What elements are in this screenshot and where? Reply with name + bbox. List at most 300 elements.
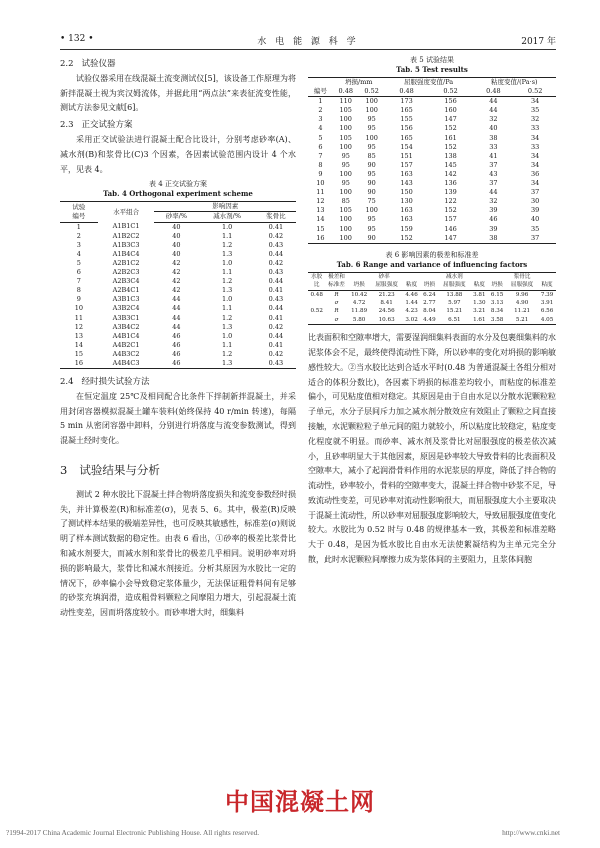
table-4-cell-water: 1.3 <box>221 322 233 331</box>
table-5-cell: 147 <box>429 234 473 244</box>
table-4-cell-water: 1.3 <box>198 359 255 369</box>
table-4-cell-water: 1.1 <box>221 304 233 313</box>
section-2-3-body: 采用正交试验法进行混凝土配合比设计，分别考虑砂率(A)、减水剂(B)和浆骨比(C)3 个因素，各因素试验范围内设计 4 个水平，见表 4。 <box>60 134 296 174</box>
table-5-cell: 33 <box>489 142 498 151</box>
table-5-cell: 90 <box>367 179 376 188</box>
table-5-cell: 43 <box>489 169 498 178</box>
table-5-cell: 105 <box>339 106 352 115</box>
table-4-cell-paste: 0.44 <box>268 277 284 286</box>
table-6-cell: 10.42 <box>351 291 368 298</box>
table-6-cell: 3.91 <box>540 299 554 306</box>
table-5-cell: 157 <box>444 215 457 224</box>
table-6-subheader-row <box>308 281 556 290</box>
table-5-cell: 35 <box>530 224 540 233</box>
table-4-cell-combo: A1B4C4 <box>112 249 140 258</box>
table-6-cell-wb <box>308 316 325 325</box>
copyright-text: ?1994-2017 China Academic Journal Electronic Publishing House. All rights reserved. <box>6 828 260 837</box>
table-5-cell: 95 <box>367 142 376 151</box>
table-5-cell: 139 <box>444 188 457 197</box>
table-4-cell-water: 1.1 <box>221 340 233 349</box>
table-5-cell: 46 <box>489 215 498 224</box>
table-5-cell: 2 <box>318 106 323 115</box>
table-6-subheader-cell: 坍损 <box>488 281 506 290</box>
table-4-cell-water: 1.0 <box>221 222 233 231</box>
table-row <box>308 316 556 325</box>
table-6-cell-wb: 0.48 <box>310 291 323 298</box>
table-4-cell-sand: 46 <box>172 340 181 349</box>
table-6-cell: 4.05 <box>538 316 556 325</box>
table-5-cell: 160 <box>444 106 457 115</box>
table-4-cell-no: 9 <box>76 295 81 304</box>
table-6-cell: 5.80 <box>348 316 371 325</box>
table-row <box>308 234 556 244</box>
table-5-cell: 38 <box>489 133 498 142</box>
table-5-cell: 100 <box>339 124 352 133</box>
table-4-cell-sand: 40 <box>172 249 181 258</box>
table-5-cell: 37 <box>514 234 556 244</box>
table-4-cell-combo: A1B2C2 <box>112 231 140 240</box>
table-4-cell-sand: 44 <box>172 322 181 331</box>
table-5-cell: 33 <box>530 142 540 151</box>
table-4-cell-water: 1.0 <box>221 258 233 267</box>
table-5-caption-cn: 表 5 试验结果 <box>410 56 454 64</box>
table-4-cell-no: 16 <box>60 359 98 369</box>
table-6-cell-idx: σ <box>334 299 339 306</box>
table-row <box>308 152 556 161</box>
table-6-cell: 6.15 <box>490 291 504 298</box>
table-4-cell-paste: 0.44 <box>268 249 284 258</box>
table-4-cell-no: 14 <box>74 340 84 349</box>
table-4-cell-combo: A3B1C3 <box>112 295 140 304</box>
section-2-2-heading: 2.2 试验仪器 <box>60 59 116 69</box>
table-4-cell-sand: 46 <box>172 349 181 358</box>
table-5-cell: 130 <box>400 197 413 206</box>
table-row <box>308 115 556 124</box>
table-5-cell: 165 <box>400 106 413 115</box>
table-5-cell: 95 <box>367 224 376 233</box>
table-4-cell-sand: 42 <box>172 286 181 295</box>
table-5-cell: 105 <box>339 133 352 142</box>
table-4-cell-no: 8 <box>76 286 81 295</box>
table-4-cell-combo: A4B3C2 <box>112 349 140 358</box>
table-6-cell-idx: R <box>334 308 339 315</box>
table-6-cell: 8.34 <box>490 308 504 315</box>
table-6-cell: 3.58 <box>488 316 506 325</box>
table-row <box>60 295 296 304</box>
table-4-cell-paste: 0.42 <box>268 322 284 331</box>
table-6-cell: 11.21 <box>514 308 531 315</box>
table-4-cell-combo: A3B4C2 <box>112 322 140 331</box>
table-4-cell-sand: 46 <box>154 359 198 369</box>
table-5-cell: 122 <box>444 197 457 206</box>
table-6-header-water: 减水剂 <box>420 272 488 281</box>
table-5-cell: 10 <box>316 179 325 188</box>
table-5-cell: 40 <box>489 124 498 133</box>
table-6-cell: 7.39 <box>540 291 554 298</box>
table-4-cell-no: 5 <box>76 258 81 267</box>
table-5-cell: 90 <box>367 160 376 169</box>
table-5-cell: 152 <box>385 234 429 244</box>
table-6-subheader-cell: 屈服强度 <box>506 281 538 290</box>
table-6-cell: 3.81 <box>473 291 486 298</box>
left-column <box>60 55 296 621</box>
table-6-cell: 5.97 <box>448 299 461 306</box>
table-4-cell-sand: 44 <box>172 313 181 322</box>
table-6-caption-cn: 表 6 影响因素的极差和标准差 <box>385 250 479 259</box>
table-6-header-paste: 浆骨比 <box>488 272 556 281</box>
table-4-cell-water: 1.3 <box>221 286 233 295</box>
table-row <box>60 304 296 313</box>
table-6-header-sand: 砂率 <box>348 272 421 281</box>
table-6-cell: 3.13 <box>490 299 504 306</box>
table-5-cell: 100 <box>339 224 352 233</box>
table-6-cell-idx: R <box>334 291 339 298</box>
table-6-header-idx-2: 标准差 <box>325 281 347 290</box>
table-6-cell: 10.63 <box>371 316 403 325</box>
table-row <box>60 241 296 250</box>
table-row <box>60 286 296 295</box>
table-5-cell: 14 <box>316 215 325 224</box>
table-row <box>308 134 556 143</box>
table-5-cell: 100 <box>365 133 378 142</box>
table-5-cell: 44 <box>489 97 498 106</box>
table-row <box>60 277 296 286</box>
table-4-caption-en: Tab. 4 Orthogonal experiment scheme <box>103 189 253 199</box>
table-4 <box>60 179 296 369</box>
cnki-url: http://www.cnki.net <box>502 828 560 837</box>
table-5-cell: 75 <box>367 197 376 206</box>
table-4-cell-paste: 0.42 <box>268 349 284 358</box>
table-5-header-yield: 屈服强度变值/Pa <box>385 78 473 88</box>
table-5-header-wb: 0.52 <box>359 87 385 97</box>
table-6-cell: 3.02 <box>403 316 421 325</box>
section-2-2-body: 试验仪器采用在线混凝土流变测试仪[5]，该设备工作原理为将新拌混凝土视为宾汉姆流体，并据此用“两点法”来表征流变性能，测试方法参见文献[6]。 <box>60 73 296 113</box>
table-5-cell: 152 <box>444 142 457 151</box>
table-6-cell: 3.21 <box>473 308 486 315</box>
table-5-cell: 16 <box>308 234 333 244</box>
table-6-cell: 4.49 <box>420 316 438 325</box>
table-4-cell-no: 6 <box>76 268 81 277</box>
table-row <box>308 124 556 133</box>
table-6-subheader-cell: 坍损 <box>348 281 371 290</box>
table-row <box>308 197 556 206</box>
table-4-cell-no: 3 <box>76 240 81 249</box>
table-4-cell-combo: A4B1C4 <box>112 331 140 340</box>
table-6-subheader-cell: 坍损 <box>420 281 438 290</box>
table-row <box>60 359 296 369</box>
table-row <box>308 106 556 115</box>
table-6-cell: 2.77 <box>423 299 436 306</box>
table-row <box>60 314 296 323</box>
table-5-cell: 161 <box>444 133 457 142</box>
table-6-cell: 1.30 <box>473 299 486 306</box>
table-4-caption-cn: 表 4 正交试验方案 <box>149 180 207 189</box>
table-row <box>308 215 556 224</box>
table-5-header-visc: 粘度变值/(Pa·s) <box>473 78 556 88</box>
table-5-cell: 173 <box>400 97 413 106</box>
right-column <box>308 55 556 568</box>
table-5-cell: 90 <box>359 234 385 244</box>
section-3-body-right: 比表面积和空隙率增大，需要湿润细集料表面的水分及包裹细集料的水泥浆体会不足，最终使得流动性下降，所以砂率的变化对坍损的影响敏感性较大。②当水胶比达到合适水平时(0.48 为普通混凝土各组分相对适合的体积分数比)，各因素下坍损的标准差均较小，而粘度的标准差偏小，可见粘度值相对稳定。其原因是由于自由水足以分散水泥颗粒粒子单元，水分子层间斥力加之减水剂分散效应有效阻止了颗粒之间直接接触，水泥颗粒粒子单元间的阻力就较小，所以粘度比较稳定，粘度变化程度就不明显。而砂率、减水剂及浆骨比对屈服强度的极差依次减小，且砂率明显大于其他因素，原因是砂率较大导致骨料的比表面积及空隙率大，减小了起润滑骨料作用的水泥浆层的厚度，降低了拌合物的流动性，砂率较小，骨料的空隙率变大，混凝土拌合物中砂浆不足，导致流动性变差，可见砂率对流动性影响很大，而屈服强度大小主要取决于混凝土流动性，所以砂率对屈服强度影响较大，导致屈服强度值变化较大。水胶比为 0.52 时与 0.48 的规律基本一致，其极差和标准差略大于 0.48，是因为低水胶比自由水无法使絮凝结构为主单元完全分散，此时水泥颗粒间摩擦力成为浆体间的主要阻力，且浆体间胞 <box>308 333 556 565</box>
section-2-4-heading: 2.4 经时损失试验方法 <box>60 377 150 388</box>
table-4-header-no: 试验 <box>60 202 98 212</box>
table-5-caption-en: Tab. 5 Test results <box>396 65 468 74</box>
table-5-cell: 150 <box>400 188 413 197</box>
table-6-cell: 1.44 <box>405 299 418 306</box>
table-4-cell-paste: 0.44 <box>268 304 284 313</box>
table-row <box>60 222 296 232</box>
table-5-cell: 165 <box>400 133 413 142</box>
table-5-cell: 100 <box>365 97 378 106</box>
table-4-cell-no: 12 <box>74 322 84 331</box>
table-5-cell: 34 <box>530 179 540 188</box>
table-5-cell: 95 <box>367 215 376 224</box>
table-5-cell: 90 <box>367 188 376 197</box>
table-4-cell-paste: 0.44 <box>268 331 284 340</box>
table-4-cell-combo: A1B3C3 <box>112 240 140 249</box>
table-4-header-no-2: 编号 <box>60 212 98 222</box>
table-4-cell-no: 2 <box>76 231 81 240</box>
table-row <box>308 290 556 299</box>
table-6-cell: 6.51 <box>438 316 470 325</box>
table-4-cell-sand: 44 <box>172 295 181 304</box>
table-5-cell: 37 <box>489 160 498 169</box>
table-5-cell: 156 <box>444 97 457 106</box>
table-5-cell: 8 <box>318 160 323 169</box>
table-row <box>308 170 556 179</box>
table-6-cell: 4.46 <box>405 291 418 298</box>
table-4-cell-paste: 0.42 <box>268 258 284 267</box>
table-5-cell: 95 <box>367 169 376 178</box>
table-4-cell-combo: A1B1C1 <box>112 222 140 231</box>
table-5-cell: 145 <box>444 160 457 169</box>
table-5-header-wb: 0.52 <box>514 87 556 97</box>
table-4-cell-water: 1.0 <box>221 295 233 304</box>
table-5-cell: 34 <box>530 160 540 169</box>
table-6-cell: 11.89 <box>351 308 368 315</box>
table-4-cell-water: 1.1 <box>221 268 233 277</box>
table-row <box>308 225 556 234</box>
table-6-cell: 8.04 <box>423 308 436 315</box>
table-5-cell: 39 <box>489 206 498 215</box>
table-6-cell: 1.61 <box>470 316 488 325</box>
site-watermark: 中国混凝土网 <box>225 788 375 816</box>
table-5-cell: 152 <box>444 206 457 215</box>
table-4-cell-paste: 0.41 <box>268 222 284 231</box>
table-row <box>60 232 296 241</box>
table-4-cell-combo: A4B4C3 <box>98 359 155 369</box>
table-5-header-wb: 0.52 <box>429 87 473 97</box>
table-4-cell-combo: A3B3C1 <box>112 313 140 322</box>
table-5-cell: 44 <box>489 106 498 115</box>
table-row <box>308 307 556 315</box>
table-4-cell-paste: 0.41 <box>268 313 284 322</box>
table-4-cell-sand: 40 <box>172 222 181 231</box>
table-6-cell-wb <box>308 299 325 307</box>
table-6-cell-idx: σ <box>325 316 347 325</box>
table-4-cell-water: 1.1 <box>221 231 233 240</box>
table-row <box>60 341 296 350</box>
table-4-cell-paste: 0.42 <box>268 231 284 240</box>
journal-year: 2017 年 <box>521 37 556 47</box>
table-row <box>60 259 296 268</box>
table-4-cell-water: 1.2 <box>221 240 233 249</box>
table-6-cell: 8.41 <box>380 299 393 306</box>
table-5-cell: 37 <box>530 188 540 197</box>
table-5-cell: 9 <box>318 169 323 178</box>
table-4-cell-paste: 0.41 <box>268 286 284 295</box>
running-header <box>60 32 556 48</box>
table-5-cell: 156 <box>400 124 413 133</box>
table-5-header-wb: 0.48 <box>333 87 359 97</box>
table-4-header-paste: 浆骨比 <box>256 212 296 222</box>
table-5-cell: 105 <box>339 206 352 215</box>
table-5-cell: 32 <box>489 115 498 124</box>
table-4-cell-combo: A2B1C2 <box>112 258 140 267</box>
table-4-cell-sand: 42 <box>172 277 181 286</box>
table-5-cell: 34 <box>530 97 540 106</box>
table-5-subheader-row <box>308 87 556 97</box>
header-rule <box>60 49 556 50</box>
table-6-cell: 6.56 <box>540 308 554 315</box>
table-5-cell: 34 <box>530 133 540 142</box>
table-5-header-blank <box>308 78 333 88</box>
table-4-cell-combo: A2B3C4 <box>112 277 140 286</box>
table-5-cell: 100 <box>333 234 359 244</box>
table-6-grid <box>308 272 556 325</box>
table-5-cell: 163 <box>400 215 413 224</box>
table-4-cell-combo: A3B2C4 <box>112 304 140 313</box>
table-4-cell-no: 11 <box>74 313 84 322</box>
table-5-cell: 39 <box>489 224 498 233</box>
table-5-cell: 5 <box>318 133 323 142</box>
table-5-cell: 15 <box>316 224 325 233</box>
table-row <box>308 97 556 107</box>
table-5-cell: 7 <box>318 151 323 160</box>
table-4-cell-paste: 0.43 <box>268 268 284 277</box>
table-5-cell: 100 <box>339 142 352 151</box>
table-4-cell-sand: 46 <box>172 331 181 340</box>
table-5-cell: 33 <box>530 124 540 133</box>
table-5-cell: 41 <box>489 151 498 160</box>
table-5 <box>308 55 556 244</box>
table-6 <box>308 250 556 325</box>
table-5-cell: 40 <box>530 215 540 224</box>
section-3-heading: 3 试验结果与分析 <box>60 463 160 478</box>
table-4-cell-no: 7 <box>76 277 81 286</box>
table-5-header-no: 编号 <box>308 87 333 97</box>
table-5-cell: 95 <box>367 115 376 124</box>
table-5-cell: 4 <box>318 124 323 133</box>
table-5-cell: 44 <box>489 188 498 197</box>
table-5-cell: 146 <box>444 224 457 233</box>
table-5-cell: 100 <box>339 115 352 124</box>
table-5-cell: 151 <box>400 151 413 160</box>
table-6-cell: 4.90 <box>515 299 529 306</box>
table-5-cell: 95 <box>341 179 350 188</box>
table-5-cell: 100 <box>339 215 352 224</box>
table-5-cell: 100 <box>365 106 378 115</box>
table-6-cell: 9.96 <box>515 291 529 298</box>
table-5-cell: 32 <box>489 197 498 206</box>
copyright-footer <box>6 828 560 837</box>
table-5-cell: 95 <box>341 160 350 169</box>
table-5-cell: 95 <box>341 151 350 160</box>
table-4-header-combo: 水平组合 <box>98 202 155 222</box>
table-4-cell-no: 1 <box>76 222 81 231</box>
table-5-cell: 38 <box>473 234 515 244</box>
table-6-subheader-cell: 粘度 <box>538 281 556 290</box>
section-2-3-heading: 2.3 正交试验方案 <box>60 120 133 131</box>
table-5-cell: 100 <box>365 206 378 215</box>
table-5-cell: 157 <box>400 160 413 169</box>
section-3-body-left: 测试 2 种水胶比下混凝土拌合物坍落度损失和流变参数经时损失，并计算极差(R)和标准差(σ)，见表 5、6。其中，极差(R)反映了测试样本结果的极端差异性，也可反映其敏感性，标准差(σ)则说明了样本测试数据的稳定性。由表 6 看出，①砂率的极差比浆骨比和减水剂要大，而减水剂和浆骨比的极差几乎相同。说明砂率对坍损的影响最大，浆骨比和减水剂接近。分析其原因为水胶比一定的情况下，砂率偏小会导致稳定浆体量少，无法保证粗骨料间有足够的砂浆充填润滑，造成粗骨料颗粒之间摩阻力增大，引起混凝土流动性变差，因而坍落度较小。而砂率增大时，细集料 <box>60 489 296 618</box>
table-4-cell-no: 10 <box>74 304 84 313</box>
table-row <box>308 299 556 307</box>
table-row <box>308 143 556 152</box>
table-4-cell-sand: 40 <box>172 231 181 240</box>
table-6-header-wb-2: 比 <box>308 281 325 290</box>
table-5-cell: 30 <box>530 197 540 206</box>
table-4-cell-water: 1.2 <box>221 349 233 358</box>
table-4-cell-no: 13 <box>74 331 84 340</box>
table-4-cell-combo: A2B2C3 <box>112 268 140 277</box>
table-6-cell: 21.23 <box>378 291 395 298</box>
table-4-cell-combo: A2B4C1 <box>112 286 140 295</box>
table-4-cell-sand: 40 <box>172 240 181 249</box>
table-5-cell: 100 <box>339 188 352 197</box>
table-4-header-water: 减水剂/% <box>198 212 255 222</box>
table-6-cell: 6.24 <box>423 291 436 298</box>
table-row <box>60 350 296 359</box>
table-4-cell-combo: A4B2C1 <box>112 340 140 349</box>
table-4-cell-water: 1.2 <box>221 277 233 286</box>
table-4-cell-water: 1.3 <box>221 249 233 258</box>
table-4-cell-paste: 0.43 <box>268 295 284 304</box>
table-5-cell: 163 <box>400 169 413 178</box>
table-row <box>60 323 296 332</box>
table-6-subheader-cell: 屈服强度 <box>371 281 403 290</box>
table-5-cell: 143 <box>400 179 413 188</box>
table-5-grid <box>308 77 556 244</box>
table-row <box>308 188 556 197</box>
table-6-cell: 24.56 <box>378 308 395 315</box>
table-4-cell-paste: 0.41 <box>268 340 284 349</box>
table-5-cell: 1 <box>318 97 323 106</box>
table-5-cell: 6 <box>318 142 323 151</box>
table-6-cell: 13.88 <box>446 291 463 298</box>
table-5-cell: 95 <box>367 124 376 133</box>
table-row <box>308 179 556 188</box>
table-4-cell-paste: 0.43 <box>256 359 296 369</box>
table-row <box>60 332 296 341</box>
table-6-subheader-cell: 粘度 <box>470 281 488 290</box>
table-4-cell-water: 1.0 <box>221 331 233 340</box>
table-row <box>60 250 296 259</box>
table-6-header-wb: 水胶 <box>308 272 325 281</box>
table-5-cell: 152 <box>444 124 457 133</box>
table-5-header-wb: 0.48 <box>385 87 429 97</box>
table-5-cell: 85 <box>367 151 376 160</box>
table-6-cell: 15.21 <box>446 308 463 315</box>
table-5-cell: 154 <box>400 142 413 151</box>
table-5-cell: 11 <box>316 188 325 197</box>
section-2-4-body: 在恒定温度 25℃及相同配合比条件下拌制新拌混凝土，并采用封闭容器模拟混凝土罐车装料(始终保持 40 r/min 转速)，每隔 5 min 从密闭容器中卸料，分别进行坍落度与流变参数测试，得到混凝土经时变化。 <box>60 391 296 446</box>
table-5-header-wb: 0.48 <box>473 87 515 97</box>
table-5-cell: 100 <box>339 169 352 178</box>
table-4-cell-sand: 42 <box>172 268 181 277</box>
table-4-cell-no: 4 <box>76 249 81 258</box>
